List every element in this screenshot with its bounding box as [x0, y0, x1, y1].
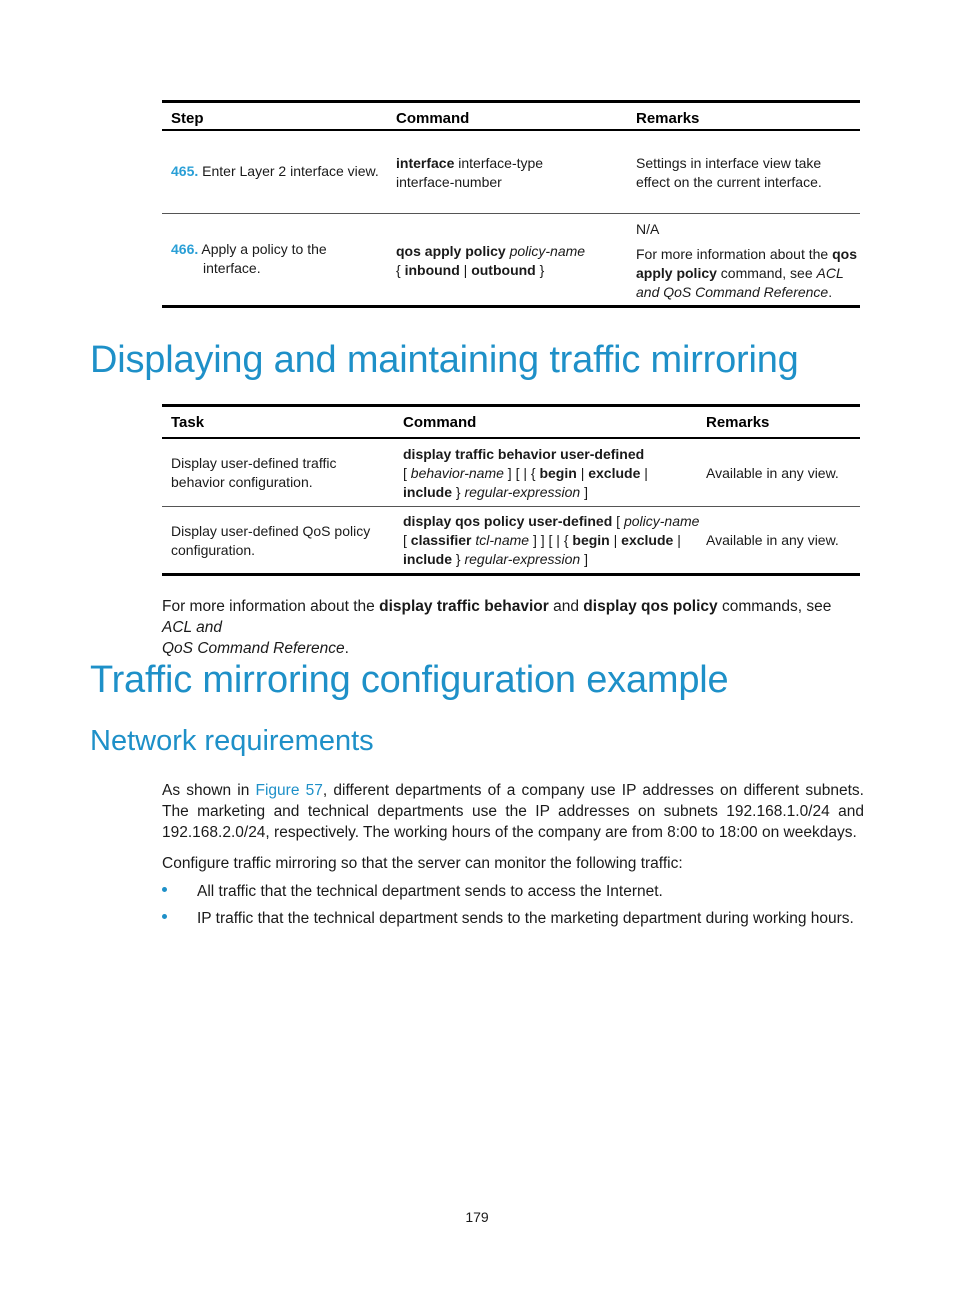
keyword-exclude: exclude [621, 532, 674, 548]
step-text-2: interface. [203, 260, 261, 276]
brace: } [452, 484, 465, 500]
remarks-keyword: qos [832, 246, 857, 262]
header-rule [162, 129, 860, 131]
command-arg: regular-expression [464, 551, 581, 567]
bullet-dot [162, 908, 172, 918]
step-number: 465. [171, 163, 199, 179]
brace: } [535, 262, 545, 278]
command-arg: regular-expression [464, 484, 581, 500]
table-top-rule [162, 404, 860, 407]
keyword-begin: begin [539, 465, 577, 481]
table-row [171, 240, 327, 278]
separator: | [459, 262, 472, 278]
note-text: commands, see [717, 598, 832, 615]
bracket: ] [580, 484, 588, 500]
header-remarks: Remarks [636, 110, 700, 127]
command-arg: policy-name [505, 243, 586, 259]
figure-link[interactable]: Figure 57 [255, 782, 323, 799]
header-command: Command [403, 414, 477, 431]
command-keyword: qos apply policy [396, 243, 506, 259]
note-command: display qos policy [583, 598, 718, 615]
remarks-line: effect on the current interface. [636, 174, 822, 190]
bracket: [ [403, 532, 411, 548]
header-remarks: Remarks [706, 414, 770, 431]
task-command-table [162, 404, 860, 578]
command-keyword: interface [396, 155, 455, 171]
command-keyword: display traffic behavior user-defined [403, 446, 645, 462]
note-text: . [344, 640, 349, 657]
requirements-paragraph [162, 780, 864, 843]
header-rule [162, 437, 860, 439]
remarks-text: For more information about the [636, 246, 833, 262]
keyword-begin: begin [572, 532, 610, 548]
remarks-line: Settings in interface view take [636, 155, 822, 171]
task-cell [171, 454, 336, 492]
header-command: Command [396, 110, 470, 127]
remarks-cell: Available in any view. [706, 532, 839, 548]
keyword-classifier: classifier [410, 532, 472, 548]
note-command: display traffic behavior [379, 598, 549, 615]
brace: { [396, 262, 405, 278]
header-step: Step [171, 110, 204, 127]
step-text: Apply a policy to the [201, 241, 327, 257]
command-arg: tcl-name [471, 532, 530, 548]
keyword-exclude: exclude [588, 465, 641, 481]
bracket: [ [612, 513, 624, 529]
reference-note [162, 596, 864, 659]
task-cell [171, 522, 370, 560]
separator: | [640, 465, 648, 481]
page-number: 179 [465, 1209, 489, 1225]
remarks-ref: ACL [816, 265, 844, 281]
note-text: and [548, 598, 584, 615]
table-row [171, 162, 379, 181]
subsection-heading-network-requirements: Network requirements [90, 725, 374, 757]
keyword-outbound: outbound [471, 262, 536, 278]
command-cell [403, 445, 648, 502]
list-item: All traffic that the technical department sends to access the Internet. [197, 883, 663, 900]
bracket: ] [ | { [503, 465, 540, 481]
configure-paragraph: Configure traffic mirroring so that the server can monitor the following traffic: [162, 855, 683, 872]
command-cell [403, 512, 699, 569]
remarks-cell [636, 154, 822, 192]
bracket: [ [403, 465, 411, 481]
keyword-include: include [403, 484, 453, 500]
task-text: Display user-defined QoS policy [171, 523, 371, 539]
remarks-cell: Available in any view. [706, 465, 839, 481]
paragraph-text: As shown in [162, 782, 256, 799]
command-keyword: display qos policy user-defined [403, 513, 613, 529]
remarks-ref: and QoS Command Reference [636, 284, 829, 300]
keyword-inbound: inbound [404, 262, 460, 278]
section-heading-display-maintain: Displaying and maintaining traffic mirroring [90, 339, 799, 381]
section-heading-config-example: Traffic mirroring configuration example [90, 659, 729, 701]
command-arg-2: interface-number [396, 174, 502, 190]
step-command-table [162, 100, 860, 310]
list-item: IP traffic that the technical department sends to the marketing department during working hours. [197, 910, 854, 927]
note-ref: QoS Command Reference [162, 640, 345, 657]
remarks-text: . [828, 284, 833, 300]
separator: | [576, 465, 589, 481]
table-top-rule [162, 100, 860, 103]
row-divider [162, 213, 860, 214]
step-text: Enter Layer 2 interface view. [202, 163, 379, 179]
command-arg: policy-name [623, 513, 700, 529]
command-arg: behavior-name [410, 465, 504, 481]
row-divider [162, 506, 860, 507]
separator: | [673, 532, 681, 548]
step-number: 466. [171, 241, 199, 257]
bracket: ] ] [ | { [529, 532, 573, 548]
task-text: configuration. [171, 542, 256, 558]
bullet-dot [162, 881, 172, 891]
header-task: Task [171, 414, 205, 431]
paragraph-text: , different departments of a company use IP addresses on different subnets. The marketing and technical departments use the IP addresses on subnets 192.168.1.0/24 and 192.168.2.0/24, respectively. The working hours of the company are from 8:00 to 18:00 on weekdays. [162, 782, 864, 841]
command-cell [396, 242, 585, 280]
brace: } [452, 551, 465, 567]
remarks-keyword: apply policy [636, 265, 717, 281]
table-bottom-rule [162, 305, 860, 308]
task-text: Display user-defined traffic [171, 455, 337, 471]
command-cell [396, 154, 543, 192]
note-ref: ACL and [162, 619, 223, 636]
note-text: For more information about the [162, 598, 380, 615]
remarks-cell [636, 220, 857, 302]
separator: | [609, 532, 622, 548]
bracket: ] [580, 551, 588, 567]
table-bottom-rule [162, 573, 860, 576]
task-text: behavior configuration. [171, 474, 313, 490]
command-arg: interface-type [454, 155, 544, 171]
remarks-na: N/A [636, 221, 660, 237]
keyword-include: include [403, 551, 453, 567]
remarks-text: command, see [716, 265, 817, 281]
